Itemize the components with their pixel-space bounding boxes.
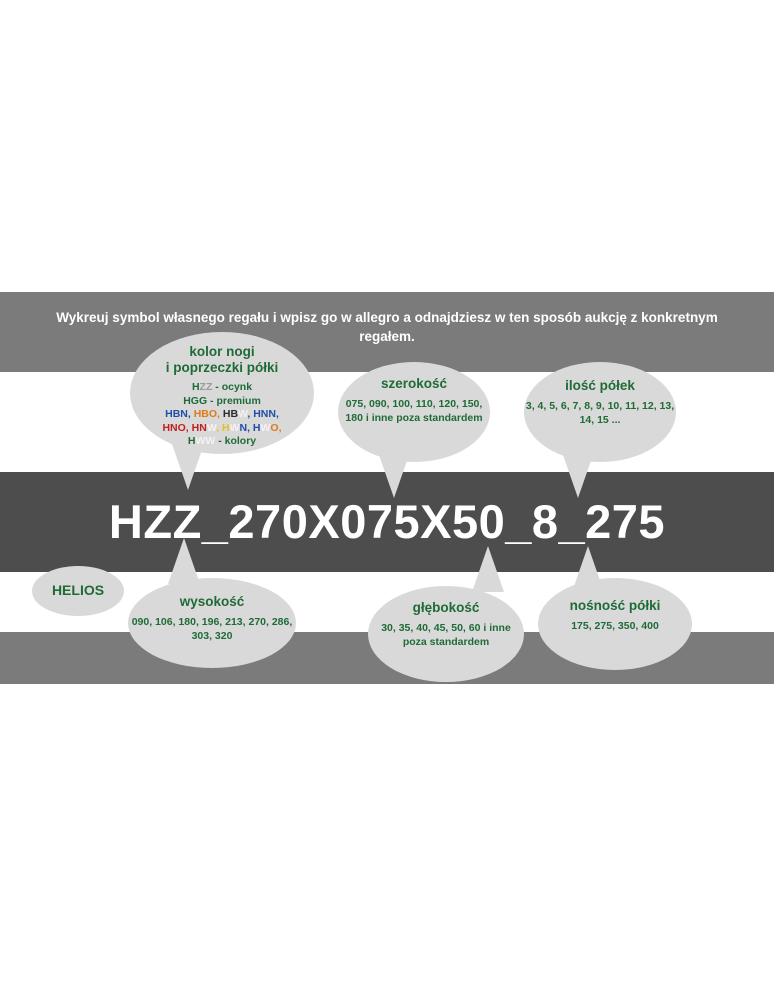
code-hbo: HBO, <box>193 408 220 420</box>
callout-glebokosc-tail <box>472 546 504 592</box>
code-h-2: , H <box>216 421 230 434</box>
callout-szerokosc <box>338 362 490 462</box>
callout-ilosc-polek-body: 3, 4, 5, 6, 7, 8, 9, 10, 11, 12, 13, 14, 15 ... <box>525 400 675 426</box>
product-code: HZZ_270X075X50_8_275 <box>108 495 666 548</box>
code-hn: HN <box>191 421 207 434</box>
callout-helios-brand <box>32 566 124 616</box>
background-band-white-bottom <box>0 684 774 704</box>
code-ww: WW <box>195 435 216 447</box>
code-hno: HNO, <box>162 421 189 434</box>
callout-helios-label: HELIOS <box>51 582 105 598</box>
callout-ilosc-polek <box>524 362 676 462</box>
code-w-3: W <box>260 421 271 434</box>
callout-kolor-nogi-title-line2: i poprzeczki półki <box>165 360 279 375</box>
callout-wysokosc-title: wysokość <box>179 594 245 609</box>
callout-wysokosc-tail <box>168 538 200 584</box>
instruction-text: Wykreuj symbol własnego regału i wpisz go w allegro a odnajdziesz w ten sposób aukcję z konkretnym regałem. <box>56 310 718 344</box>
code-ocynk-label: - ocynk <box>212 381 253 393</box>
callout-kolor-nogi-tail <box>172 444 204 490</box>
color-code-line-5 <box>130 435 314 449</box>
callout-nosnosc-polki <box>538 578 692 670</box>
callout-wysokosc <box>128 578 296 668</box>
code-zz: ZZ <box>199 381 213 393</box>
code-h-3: H <box>187 435 196 447</box>
callout-wysokosc-body: 090, 106, 180, 196, 213, 270, 286, 303, 320 <box>131 616 293 642</box>
code-h-1: H <box>191 381 200 393</box>
code-hnn: , HNN, <box>247 408 279 420</box>
callout-szerokosc-tail <box>378 452 410 498</box>
callout-kolor-nogi-body <box>130 381 314 449</box>
color-code-line-4 <box>130 422 314 436</box>
code-w-2: W <box>229 421 240 434</box>
callout-glebokosc-body: 30, 35, 40, 45, 50, 60 i inne poza standardem <box>381 622 511 648</box>
callout-nosnosc-polki-title: nośność półki <box>569 598 661 613</box>
code-hb: HB <box>222 408 239 420</box>
callout-kolor-nogi-title-line1: kolor nogi <box>189 344 255 359</box>
callout-ilosc-polek-tail <box>562 452 594 498</box>
color-code-line-hzz <box>130 381 314 395</box>
callout-szerokosc-title: szerokość <box>380 376 448 391</box>
color-code-line-3 <box>130 408 314 422</box>
callout-szerokosc-body: 075, 090, 100, 110, 120, 150, 180 i inne poza standardem <box>345 398 483 424</box>
code-n-2: N, H <box>239 421 261 434</box>
color-code-line-hgg: HGG - premium <box>183 394 261 407</box>
callout-nosnosc-polki-body: 175, 275, 350, 400 <box>571 620 659 632</box>
code-hbn: HBN, <box>165 408 191 420</box>
code-hb-w: W <box>238 408 248 420</box>
code-hn-w: W <box>206 421 217 434</box>
code-kolory-label: - kolory <box>215 435 257 447</box>
code-o-2: O, <box>270 421 282 434</box>
callout-glebokosc <box>368 586 524 682</box>
callout-ilosc-polek-title: ilość półek <box>565 378 635 393</box>
callout-kolor-nogi <box>130 332 314 454</box>
callout-glebokosc-title: głębokość <box>412 600 480 615</box>
